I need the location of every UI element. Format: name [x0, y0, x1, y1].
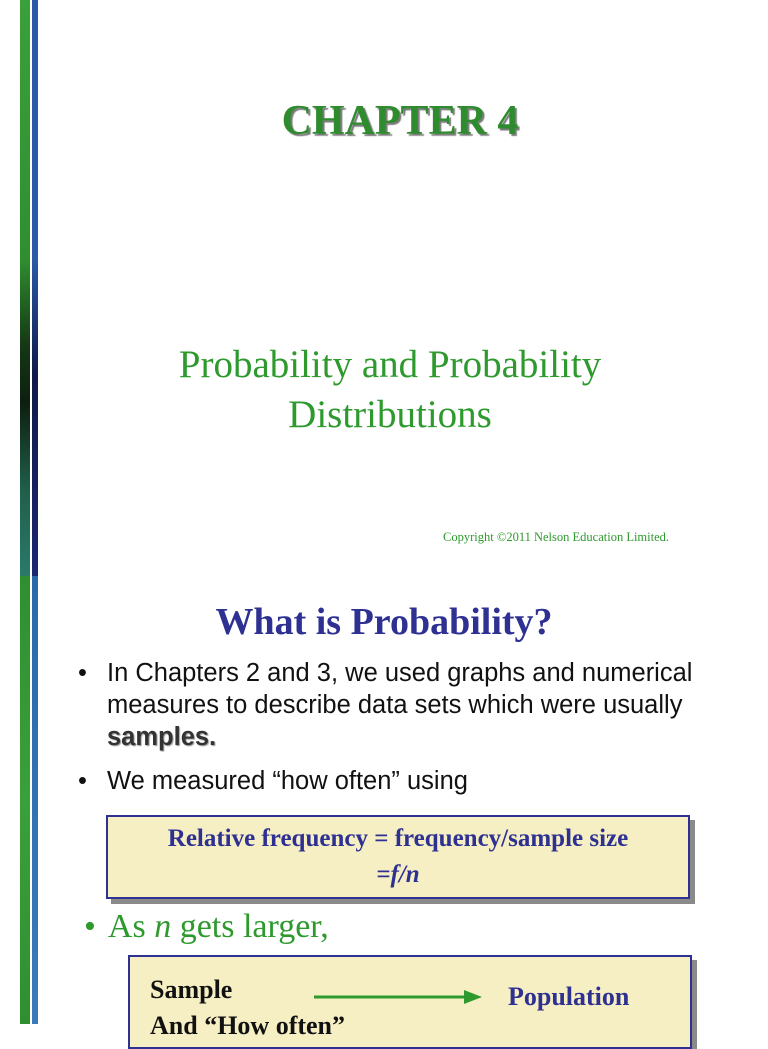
how-often-label: And “How often”: [150, 1011, 346, 1040]
chapter-title: CHAPTER 4: [281, 98, 519, 144]
subtitle-line-2: Distributions: [288, 393, 492, 436]
variable-n: n: [154, 908, 172, 945]
sample-population-diagram: [128, 955, 692, 1049]
left-accent-bar-blue: [32, 0, 38, 576]
slide-title: What is Probability?: [215, 601, 553, 643]
formula-line-1: Relative frequency = frequency/sample size: [167, 825, 629, 852]
population-label: Population: [508, 982, 630, 1011]
bullet-glyph: •: [78, 659, 87, 687]
right-arrow-icon: [314, 987, 484, 1007]
copyright-notice: Copyright ©2011 Nelson Education Limited.: [443, 530, 670, 544]
emphasis-samples: samples.: [107, 723, 217, 751]
sample-label: Sample: [150, 975, 233, 1004]
bullet-glyph: •: [78, 767, 87, 795]
left-accent-bar-green: [20, 0, 30, 576]
bullet-text: In Chapters 2 and 3, we used graphs and numerical measures to describe data sets which were usually samples.: [107, 659, 693, 751]
bullet-item-large: • As n gets larger,: [84, 908, 329, 945]
subtitle-line-1: Probability and Probability: [178, 343, 602, 386]
relative-frequency-box: [106, 815, 690, 899]
bullet-text: We measured “how often” using: [107, 767, 468, 795]
bullet-glyph: •: [84, 908, 96, 945]
formula-line-2: =f/n: [376, 861, 420, 888]
slide-subtitle: [20, 340, 760, 440]
